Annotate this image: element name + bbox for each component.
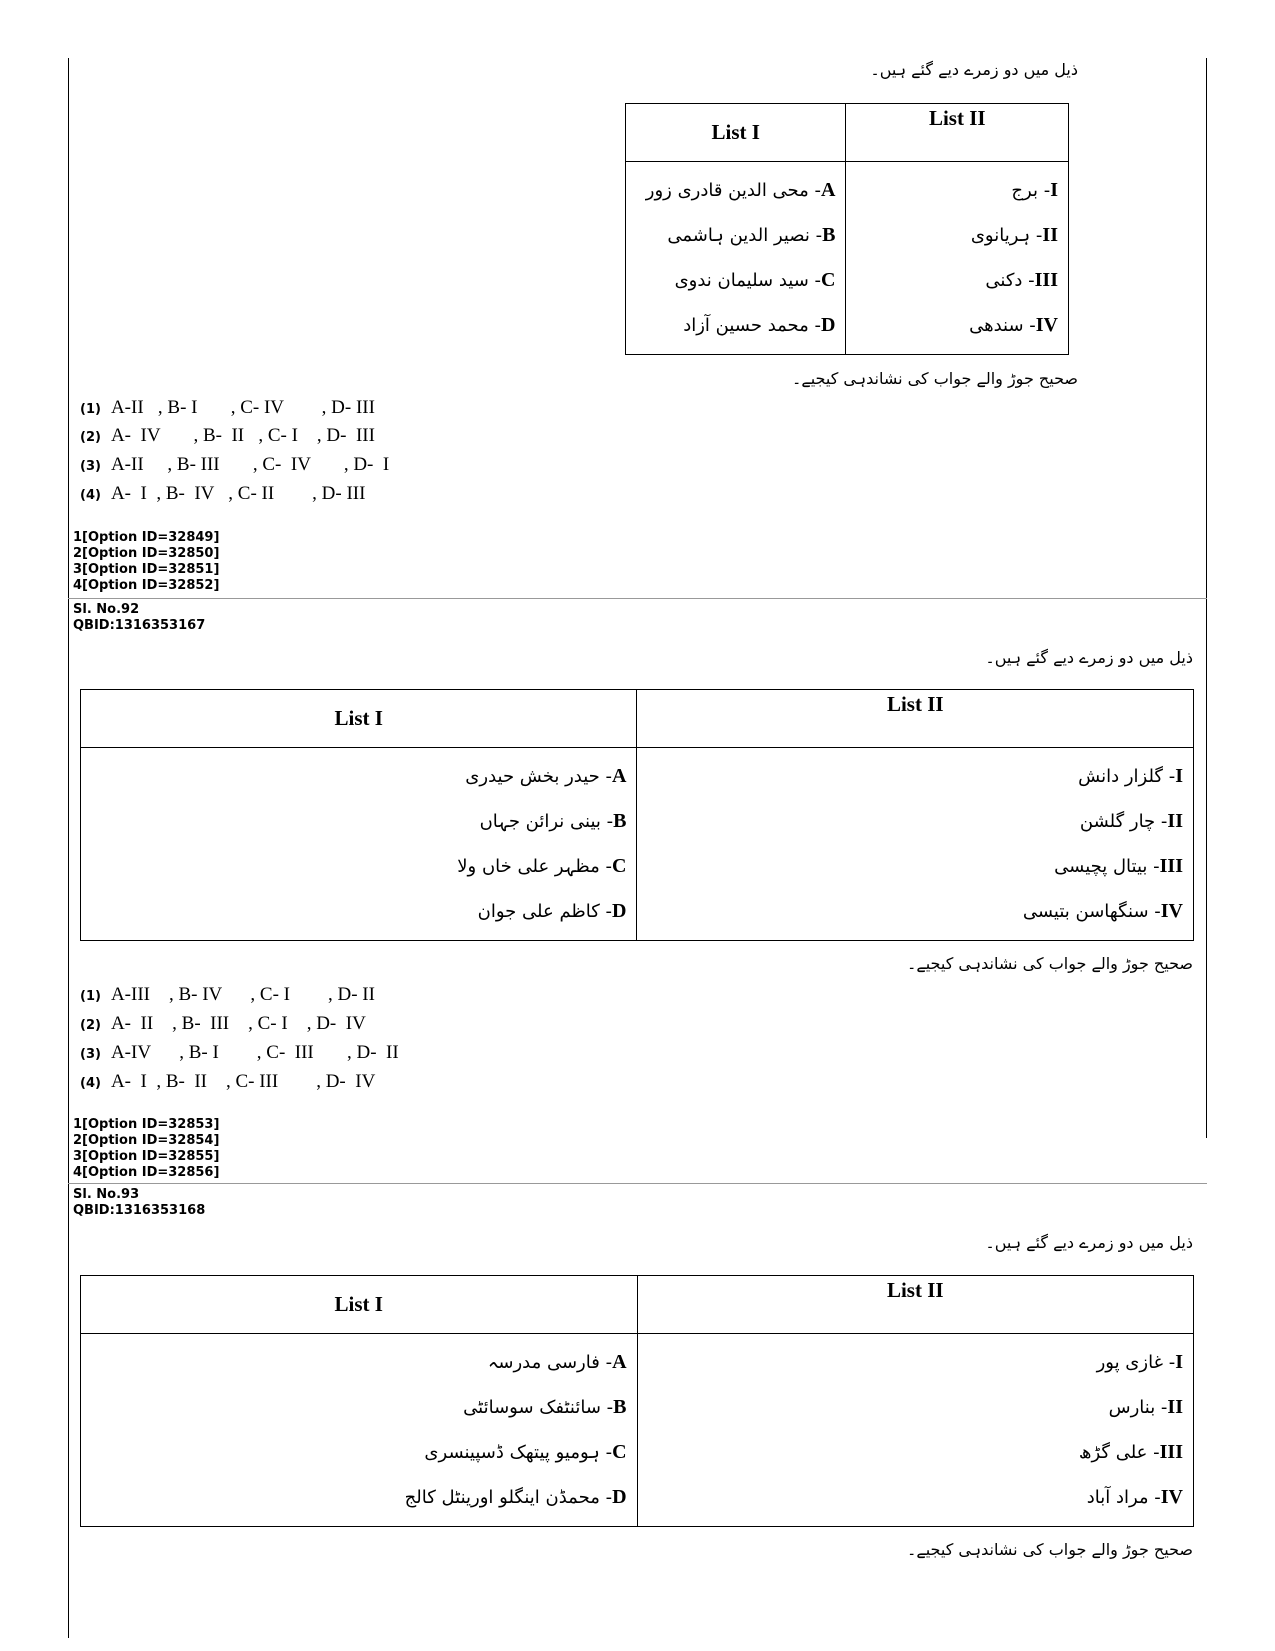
answer-option[interactable]: (4) A- I , B- II , C- III , D- IV xyxy=(80,1071,376,1092)
list2-items xyxy=(637,748,1193,940)
list2-item: II- بنارس xyxy=(1108,1396,1183,1418)
question-divider xyxy=(68,1183,1207,1184)
list2-item: I- گلزار دانش xyxy=(1078,765,1183,787)
answer-option[interactable]: (1) A-II , B- I , C- IV , D- III xyxy=(80,397,375,418)
serial-number: Sl. No.93 xyxy=(73,1187,140,1202)
list2-item: III- علی گڑھ xyxy=(1078,1441,1183,1463)
list1-item: C- ہومیو پیتھک ڈسپینسری xyxy=(424,1441,627,1463)
question-divider xyxy=(68,598,1207,599)
list1-item: B- سائنٹفک سوسائٹی xyxy=(463,1396,627,1418)
match-table xyxy=(80,689,1194,941)
list1-item: D- محمد حسین آزاد xyxy=(683,314,836,336)
list1-item: B- نصیر الدین ہاشمی xyxy=(667,224,836,246)
question-prompt: صحیح جوڑ والے جواب کی نشاندہی کیجیے۔ xyxy=(791,369,1078,388)
list1-items xyxy=(81,1334,637,1526)
list2-item: IV- سندھی xyxy=(969,314,1058,336)
list1-item: D- کاظم علی جوان xyxy=(477,900,627,922)
match-table xyxy=(625,103,1069,355)
list2-item: I- غازی پور xyxy=(1096,1351,1183,1373)
list1-header: List I xyxy=(81,1276,638,1334)
list2-item: IV- سنگھاسن بتیسی xyxy=(1022,900,1183,922)
list2-item: II- چار گلشن xyxy=(1079,810,1183,832)
right-border-2 xyxy=(1206,578,1207,1138)
answer-option[interactable]: (2) A- IV , B- II , C- I , D- III xyxy=(80,425,375,446)
list1-item: C- سید سلیمان ندوی xyxy=(674,269,836,291)
list1-item: A- محی الدین قادری زور xyxy=(645,179,836,201)
answer-option[interactable]: (1) A-III , B- IV , C- I , D- II xyxy=(80,984,375,1005)
option-ids: 1[Option ID=32849] 2[Option ID=32850] 3[Option ID=32851] 4[Option ID=32852] xyxy=(73,530,220,593)
list1-items xyxy=(81,748,636,940)
list1-header: List I xyxy=(81,690,637,748)
list1-item: A- حیدر بخش حیدری xyxy=(465,765,627,787)
list2-items xyxy=(846,162,1068,354)
list1-item: D- محمڈن اینگلو اورینٹل کالج xyxy=(404,1486,627,1508)
question-intro: ذیل میں دو زمرے دیے گئے ہیں۔ xyxy=(870,60,1078,79)
match-table xyxy=(80,1275,1194,1527)
question-meta xyxy=(73,602,205,634)
list2-item: III- دکنی xyxy=(985,269,1058,291)
list1-item: C- مظہر علی خاں ولا xyxy=(457,855,627,877)
question-prompt: صحیح جوڑ والے جواب کی نشاندہی کیجیے۔ xyxy=(906,954,1193,973)
answer-option[interactable]: (3) A-IV , B- I , C- III , D- II xyxy=(80,1042,399,1063)
question-meta xyxy=(73,1187,205,1219)
list2-header: List II xyxy=(637,1276,1193,1334)
list2-item: II- ہریانوی xyxy=(970,224,1058,246)
option-ids: 1[Option ID=32853] 2[Option ID=32854] 3[Option ID=32855] 4[Option ID=32856] xyxy=(73,1117,220,1180)
list2-item: I- برج xyxy=(1011,179,1058,201)
list2-header: List II xyxy=(846,104,1069,162)
list1-item: B- بینی نرائن جہاں xyxy=(479,810,627,832)
list1-items xyxy=(626,162,845,354)
right-border xyxy=(1206,58,1207,578)
list2-item: III- بیتال پچیسی xyxy=(1054,855,1183,877)
list1-header: List I xyxy=(626,104,846,162)
answer-option[interactable]: (2) A- II , B- III , C- I , D- IV xyxy=(80,1013,366,1034)
left-border xyxy=(68,58,69,578)
list2-header: List II xyxy=(637,690,1194,748)
list2-item: IV- مراد آباد xyxy=(1086,1486,1183,1508)
serial-number: Sl. No.92 xyxy=(73,602,140,617)
question-prompt: صحیح جوڑ والے جواب کی نشاندہی کیجیے۔ xyxy=(906,1540,1193,1559)
left-border-2 xyxy=(68,578,69,1638)
answer-option[interactable]: (4) A- I , B- IV , C- II , D- III xyxy=(80,483,366,504)
list1-item: A- فارسی مدرسہ xyxy=(487,1351,627,1373)
question-intro: ذیل میں دو زمرے دیے گئے ہیں۔ xyxy=(985,648,1193,667)
question-intro: ذیل میں دو زمرے دیے گئے ہیں۔ xyxy=(985,1233,1193,1252)
answer-option[interactable]: (3) A-II , B- III , C- IV , D- I xyxy=(80,454,390,475)
qbid: QBID:1316353167 xyxy=(73,618,206,633)
qbid: QBID:1316353168 xyxy=(73,1203,206,1218)
list2-items xyxy=(638,1334,1193,1526)
